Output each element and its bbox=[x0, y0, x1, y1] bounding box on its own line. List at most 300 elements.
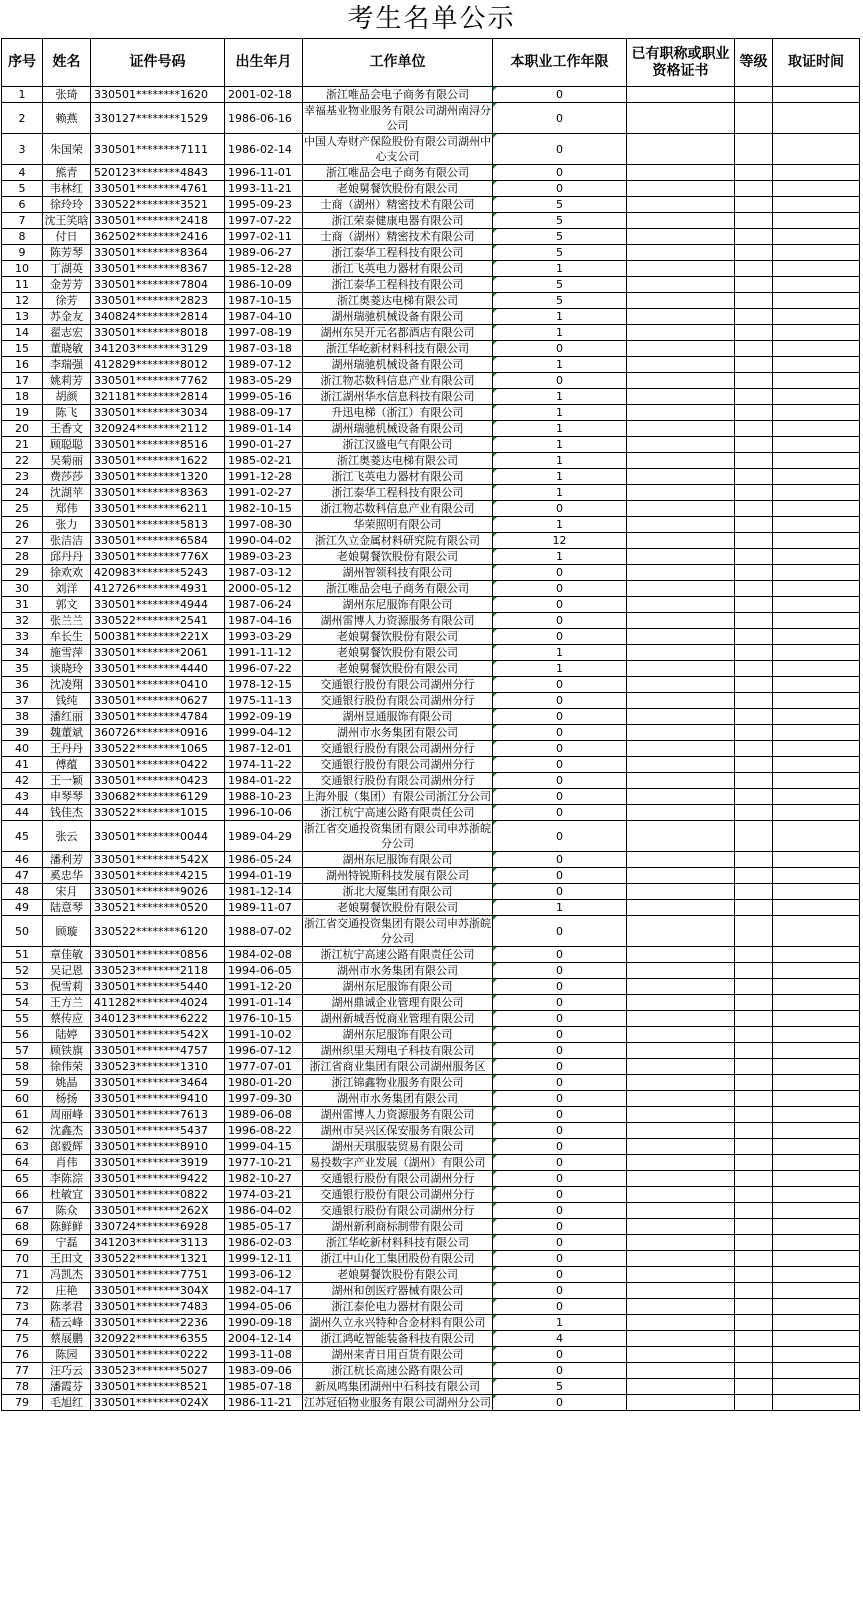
cell-cert-time bbox=[773, 852, 860, 868]
cell-birth: 1983-05-29 bbox=[225, 373, 303, 389]
cell-unit: 交通银行股份有限公司湖州分行 bbox=[303, 773, 493, 789]
cell-seq: 6 bbox=[2, 197, 43, 213]
cell-birth: 1980-01-20 bbox=[225, 1075, 303, 1091]
header-cert: 已有职称或职业资格证书 bbox=[627, 39, 735, 87]
cell-level bbox=[735, 629, 773, 645]
cell-name: 牟长生 bbox=[43, 629, 91, 645]
cell-name: 王丹丹 bbox=[43, 741, 91, 757]
cell-id: 330522********2541 bbox=[91, 613, 225, 629]
cell-name: 沈湖苹 bbox=[43, 485, 91, 501]
cell-level bbox=[735, 261, 773, 277]
table-row bbox=[2, 485, 860, 501]
cell-seq: 19 bbox=[2, 405, 43, 421]
table-row bbox=[2, 1363, 860, 1379]
cell-unit: 老娘舅餐饮股份有限公司 bbox=[303, 1267, 493, 1283]
cell-cert bbox=[627, 1395, 735, 1411]
cell-unit: 交通银行股份有限公司湖州分行 bbox=[303, 693, 493, 709]
cell-seq: 79 bbox=[2, 1395, 43, 1411]
cell-years: 1 bbox=[493, 1315, 627, 1331]
cell-seq: 30 bbox=[2, 581, 43, 597]
cell-birth: 1996-08-22 bbox=[225, 1123, 303, 1139]
cell-birth: 1990-09-18 bbox=[225, 1315, 303, 1331]
cell-id: 330501********7751 bbox=[91, 1267, 225, 1283]
cell-years: 1 bbox=[493, 405, 627, 421]
cell-level bbox=[735, 134, 773, 165]
cell-name: 吴菊丽 bbox=[43, 453, 91, 469]
cell-birth: 1994-01-19 bbox=[225, 868, 303, 884]
cell-birth: 1987-04-16 bbox=[225, 613, 303, 629]
cell-level bbox=[735, 389, 773, 405]
cell-birth: 1982-10-15 bbox=[225, 501, 303, 517]
cell-cert bbox=[627, 629, 735, 645]
cell-birth: 1997-07-22 bbox=[225, 213, 303, 229]
cell-name: 杜敏宜 bbox=[43, 1187, 91, 1203]
cell-id: 341203********3113 bbox=[91, 1235, 225, 1251]
cell-seq: 12 bbox=[2, 293, 43, 309]
cell-unit: 交通银行股份有限公司湖州分行 bbox=[303, 1187, 493, 1203]
cell-birth: 1977-07-01 bbox=[225, 1059, 303, 1075]
table-row bbox=[2, 995, 860, 1011]
cell-id: 412829********8012 bbox=[91, 357, 225, 373]
table-row bbox=[2, 405, 860, 421]
table-row bbox=[2, 693, 860, 709]
cell-seq: 71 bbox=[2, 1267, 43, 1283]
cell-unit: 浙江唯品会电子商务有限公司 bbox=[303, 87, 493, 103]
cell-name: 潘利芳 bbox=[43, 852, 91, 868]
cell-name: 汪巧云 bbox=[43, 1363, 91, 1379]
cell-years: 0 bbox=[493, 341, 627, 357]
table-row bbox=[2, 421, 860, 437]
table-row bbox=[2, 165, 860, 181]
cell-cert-time bbox=[773, 1363, 860, 1379]
cell-seq: 9 bbox=[2, 245, 43, 261]
cell-cert-time bbox=[773, 884, 860, 900]
table-row bbox=[2, 549, 860, 565]
cell-name: 陈鲜鲜 bbox=[43, 1219, 91, 1235]
cell-birth: 1991-10-02 bbox=[225, 1027, 303, 1043]
cell-name: 李瑞强 bbox=[43, 357, 91, 373]
cell-level bbox=[735, 565, 773, 581]
cell-years: 0 bbox=[493, 501, 627, 517]
cell-level bbox=[735, 1315, 773, 1331]
cell-seq: 33 bbox=[2, 629, 43, 645]
cell-unit: 湖州久立永兴特种合金材料有限公司 bbox=[303, 1315, 493, 1331]
cell-id: 330501********8516 bbox=[91, 437, 225, 453]
cell-cert-time bbox=[773, 277, 860, 293]
cell-cert-time bbox=[773, 1107, 860, 1123]
table-row bbox=[2, 868, 860, 884]
table-row bbox=[2, 469, 860, 485]
cell-years: 12 bbox=[493, 533, 627, 549]
cell-seq: 37 bbox=[2, 693, 43, 709]
cell-years: 0 bbox=[493, 1107, 627, 1123]
cell-cert bbox=[627, 693, 735, 709]
table-row bbox=[2, 1091, 860, 1107]
cell-birth: 1987-03-12 bbox=[225, 565, 303, 581]
cell-years: 0 bbox=[493, 629, 627, 645]
cell-cert bbox=[627, 357, 735, 373]
cell-cert bbox=[627, 868, 735, 884]
cell-id: 330501********1622 bbox=[91, 453, 225, 469]
cell-id: 330501********0822 bbox=[91, 1187, 225, 1203]
cell-name: 宁磊 bbox=[43, 1235, 91, 1251]
table-row bbox=[2, 900, 860, 916]
cell-level bbox=[735, 213, 773, 229]
cell-name: 王香文 bbox=[43, 421, 91, 437]
cell-unit: 浙江泰华工程科技有限公司 bbox=[303, 277, 493, 293]
cell-id: 420983********5243 bbox=[91, 565, 225, 581]
table-row bbox=[2, 517, 860, 533]
cell-name: 倪雪莉 bbox=[43, 979, 91, 995]
cell-cert-time bbox=[773, 979, 860, 995]
cell-birth: 1985-12-28 bbox=[225, 261, 303, 277]
cell-level bbox=[735, 613, 773, 629]
cell-years: 0 bbox=[493, 165, 627, 181]
cell-level bbox=[735, 1299, 773, 1315]
cell-birth: 1994-05-06 bbox=[225, 1299, 303, 1315]
table-row bbox=[2, 229, 860, 245]
cell-name: 钱纯 bbox=[43, 693, 91, 709]
cell-id: 330127********1529 bbox=[91, 103, 225, 134]
cell-seq: 50 bbox=[2, 916, 43, 947]
cell-cert bbox=[627, 373, 735, 389]
table-row bbox=[2, 1235, 860, 1251]
cell-years: 0 bbox=[493, 677, 627, 693]
cell-name: 沈鑫杰 bbox=[43, 1123, 91, 1139]
cell-level bbox=[735, 341, 773, 357]
cell-name: 沈王笑晗 bbox=[44, 214, 89, 227]
cell-id: 330501********2418 bbox=[91, 213, 225, 229]
cell-id: 330501********3464 bbox=[91, 1075, 225, 1091]
cell-cert-time bbox=[773, 693, 860, 709]
cell-unit: 华荣照明有限公司 bbox=[303, 517, 493, 533]
cell-unit: 浙江唯品会电子商务有限公司 bbox=[303, 581, 493, 597]
cell-name: 费莎莎 bbox=[43, 469, 91, 485]
cell-years: 0 bbox=[493, 1171, 627, 1187]
cell-cert bbox=[627, 309, 735, 325]
cell-level bbox=[735, 517, 773, 533]
cell-years: 0 bbox=[493, 1203, 627, 1219]
cell-id: 362502********2416 bbox=[91, 229, 225, 245]
cell-cert bbox=[627, 485, 735, 501]
cell-birth: 1984-01-22 bbox=[225, 773, 303, 789]
cell-unit: 湖州来青日用百货有限公司 bbox=[303, 1347, 493, 1363]
cell-seq: 59 bbox=[2, 1075, 43, 1091]
cell-cert bbox=[627, 1363, 735, 1379]
cell-level bbox=[735, 963, 773, 979]
table-row bbox=[2, 773, 860, 789]
cell-cert bbox=[627, 884, 735, 900]
cell-id: 330501********9026 bbox=[91, 884, 225, 900]
cell-seq: 16 bbox=[2, 357, 43, 373]
cell-id: 330522********1015 bbox=[91, 805, 225, 821]
cell-cert bbox=[627, 229, 735, 245]
cell-cert bbox=[627, 437, 735, 453]
cell-seq: 41 bbox=[2, 757, 43, 773]
cell-years: 5 bbox=[493, 1379, 627, 1395]
cell-cert bbox=[627, 1331, 735, 1347]
cell-seq: 47 bbox=[2, 868, 43, 884]
table-row bbox=[2, 1283, 860, 1299]
cell-unit: 浙江飞英电力器材有限公司 bbox=[303, 469, 493, 485]
table-row bbox=[2, 709, 860, 725]
cell-unit: 浙江中山化工集团股份有限公司 bbox=[303, 1251, 493, 1267]
cell-unit: 浙江锦鑫物业服务有限公司 bbox=[303, 1075, 493, 1091]
cell-cert-time bbox=[773, 389, 860, 405]
cell-id: 330501********9410 bbox=[91, 1091, 225, 1107]
cell-cert-time bbox=[773, 309, 860, 325]
table-row bbox=[2, 453, 860, 469]
cell-birth: 1977-10-21 bbox=[225, 1155, 303, 1171]
cell-id: 330521********0520 bbox=[91, 900, 225, 916]
cell-years: 0 bbox=[493, 565, 627, 581]
cell-cert bbox=[627, 1123, 735, 1139]
cell-years: 1 bbox=[493, 357, 627, 373]
cell-seq: 48 bbox=[2, 884, 43, 900]
cell-id: 330501********7483 bbox=[91, 1299, 225, 1315]
table-row bbox=[2, 134, 860, 165]
cell-birth: 1996-07-12 bbox=[225, 1043, 303, 1059]
cell-name: 申琴琴 bbox=[43, 789, 91, 805]
cell-years: 5 bbox=[493, 293, 627, 309]
cell-name: 施雪萍 bbox=[43, 645, 91, 661]
cell-level bbox=[735, 947, 773, 963]
cell-birth: 1986-02-03 bbox=[225, 1235, 303, 1251]
cell-cert-time bbox=[773, 373, 860, 389]
cell-seq: 54 bbox=[2, 995, 43, 1011]
cell-cert bbox=[627, 1011, 735, 1027]
cell-years: 5 bbox=[493, 229, 627, 245]
cell-unit: 湖州瑞驰机械设备有限公司 bbox=[303, 309, 493, 325]
cell-level bbox=[735, 1379, 773, 1395]
cell-birth: 1999-05-16 bbox=[225, 389, 303, 405]
cell-seq: 77 bbox=[2, 1363, 43, 1379]
cell-cert bbox=[627, 421, 735, 437]
cell-birth: 1986-06-16 bbox=[225, 103, 303, 134]
cell-birth: 1988-09-17 bbox=[225, 405, 303, 421]
cell-level bbox=[735, 821, 773, 852]
cell-unit: 湖州东尼服饰有限公司 bbox=[303, 852, 493, 868]
cell-unit: 湖州市水务集团有限公司 bbox=[303, 963, 493, 979]
cell-unit: 交通银行股份有限公司湖州分行 bbox=[303, 757, 493, 773]
table-header-row bbox=[2, 39, 860, 87]
cell-unit: 浙江华屹新材料科技有限公司 bbox=[303, 1235, 493, 1251]
cell-level bbox=[735, 741, 773, 757]
cell-name: 陈飞 bbox=[43, 405, 91, 421]
cell-cert-time bbox=[773, 995, 860, 1011]
table-row bbox=[2, 181, 860, 197]
table-row bbox=[2, 565, 860, 581]
cell-cert bbox=[627, 613, 735, 629]
cell-seq: 28 bbox=[2, 549, 43, 565]
cell-cert-time bbox=[773, 501, 860, 517]
cell-years: 1 bbox=[493, 485, 627, 501]
cell-id: 330501********2236 bbox=[91, 1315, 225, 1331]
cell-id: 330501********4784 bbox=[91, 709, 225, 725]
cell-years: 0 bbox=[493, 1123, 627, 1139]
cell-cert-time bbox=[773, 437, 860, 453]
cell-years: 0 bbox=[493, 1139, 627, 1155]
cell-unit: 易投数字产业发展（湖州）有限公司 bbox=[303, 1155, 493, 1171]
cell-cert bbox=[627, 995, 735, 1011]
cell-years: 0 bbox=[493, 1091, 627, 1107]
cell-unit: 湖州新利商标制带有限公司 bbox=[303, 1219, 493, 1235]
cell-level bbox=[735, 1219, 773, 1235]
table-row bbox=[2, 661, 860, 677]
cell-cert-time bbox=[773, 677, 860, 693]
cell-cert-time bbox=[773, 597, 860, 613]
cell-cert-time bbox=[773, 868, 860, 884]
cell-unit: 湖州特锐斯科技发展有限公司 bbox=[303, 868, 493, 884]
table-row bbox=[2, 757, 860, 773]
cell-id: 330501********4761 bbox=[91, 181, 225, 197]
cell-seq: 29 bbox=[2, 565, 43, 581]
cell-seq: 17 bbox=[2, 373, 43, 389]
table-row bbox=[2, 261, 860, 277]
cell-id: 330501********542X bbox=[91, 1027, 225, 1043]
table-row bbox=[2, 1203, 860, 1219]
cell-name: 陈园 bbox=[43, 1347, 91, 1363]
cell-years: 0 bbox=[493, 709, 627, 725]
cell-cert-time bbox=[773, 789, 860, 805]
cell-cert-time bbox=[773, 357, 860, 373]
cell-years: 0 bbox=[493, 1267, 627, 1283]
cell-birth: 1987-04-10 bbox=[225, 309, 303, 325]
cell-unit: 湖州瑞驰机械设备有限公司 bbox=[303, 357, 493, 373]
cell-id: 411282********4024 bbox=[91, 995, 225, 1011]
cell-years: 0 bbox=[493, 1187, 627, 1203]
cell-seq: 42 bbox=[2, 773, 43, 789]
cell-seq: 14 bbox=[2, 325, 43, 341]
cell-name: 庄艳 bbox=[43, 1283, 91, 1299]
cell-birth: 2001-02-18 bbox=[225, 87, 303, 103]
cell-name: 朱国荣 bbox=[43, 134, 91, 165]
cell-cert-time bbox=[773, 1315, 860, 1331]
cell-unit: 湖州市吴兴区保安服务有限公司 bbox=[303, 1123, 493, 1139]
cell-seq: 69 bbox=[2, 1235, 43, 1251]
cell-years: 1 bbox=[493, 469, 627, 485]
cell-years: 0 bbox=[493, 1155, 627, 1171]
cell-years: 0 bbox=[493, 1283, 627, 1299]
table-row bbox=[2, 341, 860, 357]
cell-cert bbox=[627, 341, 735, 357]
cell-birth: 1986-11-21 bbox=[225, 1395, 303, 1411]
cell-seq: 27 bbox=[2, 533, 43, 549]
cell-years: 0 bbox=[493, 963, 627, 979]
cell-cert-time bbox=[773, 947, 860, 963]
cell-id: 330501********8910 bbox=[91, 1139, 225, 1155]
cell-seq: 23 bbox=[2, 469, 43, 485]
cell-years: 0 bbox=[493, 134, 627, 165]
cell-years: 0 bbox=[493, 693, 627, 709]
cell-cert bbox=[627, 277, 735, 293]
cell-birth: 1987-03-18 bbox=[225, 341, 303, 357]
table-row bbox=[2, 1251, 860, 1267]
cell-level bbox=[735, 995, 773, 1011]
cell-name: 沈凌翔 bbox=[43, 677, 91, 693]
cell-level bbox=[735, 1363, 773, 1379]
table-row bbox=[2, 852, 860, 868]
cell-birth: 1985-02-21 bbox=[225, 453, 303, 469]
cell-years: 0 bbox=[493, 1363, 627, 1379]
cell-level bbox=[735, 357, 773, 373]
cell-unit: 湖州智领科技有限公司 bbox=[303, 565, 493, 581]
cell-years: 0 bbox=[493, 757, 627, 773]
cell-name: 张洁洁 bbox=[43, 533, 91, 549]
cell-level bbox=[735, 868, 773, 884]
cell-cert-time bbox=[773, 565, 860, 581]
cell-cert bbox=[627, 979, 735, 995]
cell-cert-time bbox=[773, 1043, 860, 1059]
table-row bbox=[2, 821, 860, 852]
cell-name: 王田文 bbox=[43, 1251, 91, 1267]
cell-cert-time bbox=[773, 821, 860, 852]
cell-level bbox=[735, 1251, 773, 1267]
cell-cert-time bbox=[773, 293, 860, 309]
cell-seq: 75 bbox=[2, 1331, 43, 1347]
cell-cert bbox=[627, 453, 735, 469]
cell-cert-time bbox=[773, 213, 860, 229]
cell-name: 蔡传应 bbox=[43, 1011, 91, 1027]
cell-unit: 湖州雷博人力资源服务有限公司 bbox=[303, 613, 493, 629]
cell-birth: 1985-05-17 bbox=[225, 1219, 303, 1235]
cell-name: 陆婷 bbox=[43, 1027, 91, 1043]
header-birth: 出生年月 bbox=[225, 39, 303, 87]
cell-name: 徐玲玲 bbox=[43, 197, 91, 213]
cell-cert-time bbox=[773, 245, 860, 261]
cell-cert-time bbox=[773, 1347, 860, 1363]
cell-cert bbox=[627, 261, 735, 277]
cell-level bbox=[735, 581, 773, 597]
cell-birth: 1981-12-14 bbox=[225, 884, 303, 900]
cell-unit: 幸福基业物业服务有限公司湖州南浔分公司 bbox=[304, 104, 491, 132]
cell-id: 341203********3129 bbox=[91, 341, 225, 357]
cell-level bbox=[735, 469, 773, 485]
cell-cert bbox=[627, 469, 735, 485]
table-row bbox=[2, 437, 860, 453]
cell-seq: 4 bbox=[2, 165, 43, 181]
cell-birth: 1992-09-19 bbox=[225, 709, 303, 725]
cell-cert-time bbox=[773, 1235, 860, 1251]
cell-birth: 1987-06-24 bbox=[225, 597, 303, 613]
cell-unit: 老娘舅餐饮股份有限公司 bbox=[303, 629, 493, 645]
cell-seq: 64 bbox=[2, 1155, 43, 1171]
cell-cert-time bbox=[773, 1011, 860, 1027]
cell-birth: 2000-05-12 bbox=[225, 581, 303, 597]
cell-seq: 11 bbox=[2, 277, 43, 293]
table-row bbox=[2, 677, 860, 693]
cell-id: 330501********8363 bbox=[91, 485, 225, 501]
cell-name: 韦林红 bbox=[43, 181, 91, 197]
cell-level bbox=[735, 165, 773, 181]
cell-level bbox=[735, 1267, 773, 1283]
cell-name: 徐伟荣 bbox=[43, 1059, 91, 1075]
cell-years: 0 bbox=[493, 103, 627, 134]
cell-name: 邱丹丹 bbox=[43, 549, 91, 565]
cell-years: 1 bbox=[493, 325, 627, 341]
table-row bbox=[2, 293, 860, 309]
cell-name: 陈芳琴 bbox=[43, 245, 91, 261]
cell-years: 4 bbox=[493, 1331, 627, 1347]
cell-birth: 1982-10-27 bbox=[225, 1171, 303, 1187]
cell-name: 金芳芳 bbox=[43, 277, 91, 293]
cell-id: 330522********6120 bbox=[91, 916, 225, 947]
cell-birth: 1999-04-12 bbox=[225, 725, 303, 741]
cell-id: 520123********4843 bbox=[91, 165, 225, 181]
cell-cert-time bbox=[773, 1123, 860, 1139]
cell-id: 320924********2112 bbox=[91, 421, 225, 437]
cell-cert bbox=[627, 789, 735, 805]
